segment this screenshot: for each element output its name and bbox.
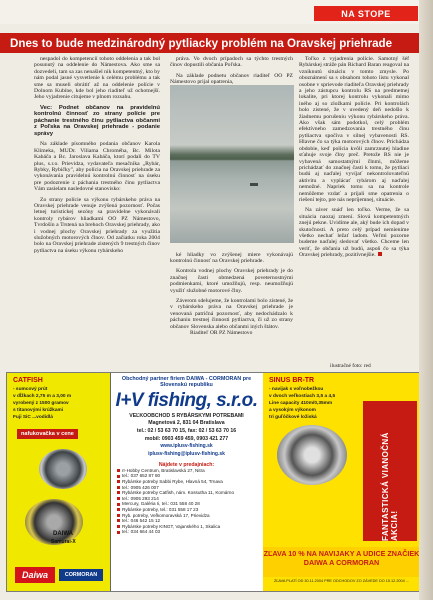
product-brand: DAIWA xyxy=(53,531,73,537)
phone-line: tel.: 02 / 53 63 70 15, fax: 02 / 53 63 70 16 xyxy=(136,428,237,435)
paragraph: nespadol do kompetencií tohoto oddelenia a tak bol posunutý na oddelenie do Námestova. Ako sme sa dozvedeli, tam sa zas nenašiel nik kompetentný, kto by nám podal jasné vysvetlenie k celému problému a tak sme sa museli obrátiť až na oddelenie polície v Dolnom Kubíne, kde bol jeho riaditeľ už ochotnejší. Jeho vyjadrenie citujeme v plnom rozsahu. xyxy=(34,56,160,101)
product-feature: vyrobený z 1500 gramov xyxy=(13,401,69,406)
store-type: VEĽKOOBCHOD S RYBÁRSKYMI POTREBAMI xyxy=(129,412,244,419)
daiwa-logo: Daiwa xyxy=(15,567,55,583)
dealer-row: tel.: 037 652 87 80 xyxy=(117,473,256,479)
article-headline: Dnes to bude medzinárodný pytliacky problém na Oravskej priehrade xyxy=(0,33,433,53)
product-name: SINUS BR-TR xyxy=(269,377,315,384)
photo-caption: ilustračné foto: red xyxy=(330,363,371,369)
catfish-product-panel xyxy=(7,373,111,591)
product-feature: Line capacity 410m/0,35mm xyxy=(269,401,333,406)
fine-print: ZĽAVA PLATÍ OD 30.11.2004 PRE ODCHODOV ZO ZÁVEDE DO 15.12.2004 ... xyxy=(274,579,409,583)
store-address: Magnetová 2, 831 04 Bratislava xyxy=(148,420,225,427)
dealer-row: Rybárske potreby KINGT, Vajanského 1, Skalica xyxy=(117,524,256,530)
product-model: Samurai-X xyxy=(51,539,76,545)
mobile-line: mobil: 0903 459 459, 0903 421 277 xyxy=(144,436,229,443)
article-end-mark xyxy=(378,252,382,256)
partner-line: Obchodný partner firiem DAIWA - CORMORAN pre Slovenskú republiku xyxy=(121,376,252,389)
price-badge: nafukovačka v cene xyxy=(17,429,78,439)
dealer-panel xyxy=(111,373,262,591)
paragraph: práva. Vo dvoch prípadoch sa týchto trestných činov dopustili občania Poľska. xyxy=(170,56,293,69)
paragraph: ké hliadky vo zvýšenej miere vykonávajú kontrolnú činnosť na Oravskej priehrade. xyxy=(170,251,293,265)
paragraph: Záverom sdelujeme, že kontrolami bolo zistené, že v rybárskeho práva na Oravskej priehrade je venovaná patričná pozornosť, aby nedochádzalo k páchaniu trestnej činnosti pytliactva, či už zo strany občanov Slovenska alebo občanmi iných štátov. xyxy=(170,298,293,330)
article-column-1 xyxy=(34,56,160,383)
dealer-row: Rybárske potreby, tel.: 031 558 17 23 xyxy=(117,507,256,513)
cormoran-logo: CORMORAN xyxy=(59,569,103,581)
police-letter-subject: Vec: Podnet občanov na pravidelnú kontrolnú činnosť zo strany polície pre páchanie trestného činu pytliactva občanmi z Poľska na Oravskej priehrade - podanie správy xyxy=(34,104,160,137)
product-feature: a vysokým výkonom xyxy=(269,408,316,413)
lake-photo xyxy=(170,85,294,243)
article-column-3 xyxy=(299,56,409,386)
paragraph xyxy=(299,207,409,258)
paragraph-text: Na záver snáď len toľko. Verme, že sa situácia naozaj zmení. Slová kompetentných znejú pekne. Uvidíme ale, aký bude ich dopad v skutočnosti. A preto celý prípad nemienime všetko nechať ležať ladom. Veľmi pozorne budeme naďalej sledovať všetko. Chceme len veriť, že občania už budú, aspoň čo sa týka Oravskej priehrady, pozitívnejšie. xyxy=(299,207,409,259)
dealer-row: tel.: 0905 293 214 xyxy=(117,496,256,502)
dealer-row: Rybárske potreby Catfish, nám. Kossutha 11, Komárno xyxy=(117,490,256,496)
page-fold xyxy=(419,0,433,600)
website: www.iplusv-fishing.sk xyxy=(160,443,213,450)
section-tag: NA STOPE xyxy=(314,6,418,21)
paragraph: Zo strany polície sa výkonu rybárskeho práva na Oravskej priehrade venuje zvýšená pozornosť. Počas letnej turistickej sezóny sa pravidelne vykonávali kontroly rybárov hliadkami OO PZ Námestovo, Tvrdošín a Trstená na brehoch Oravskej priehrady, ako i vodnej plochy Oravskej priehrady za využitia služobných motorových člnov. Od začiatku roka 2004 bolo na Oravskej priehrade zistených 9 trestných činov pytliactva na úseku výkonu rybárskeho xyxy=(34,196,160,254)
advertisement xyxy=(6,372,421,592)
product-feature: tri guľôčkové ložiská xyxy=(269,415,317,420)
product-feature: - navijak s voľnobežkou xyxy=(269,387,324,392)
dealer-row: tel.: 046 542 15 12 xyxy=(117,518,256,524)
product-feature: v dĺžkach 2,75 m a 3,00 m xyxy=(13,394,72,399)
boat xyxy=(250,183,258,186)
reel-image xyxy=(277,425,347,485)
product-feature: v dvoch veľkostiach 3,5 a 4,5 xyxy=(269,394,336,399)
product-name: CATFISH xyxy=(13,377,43,384)
christmas-banner: FANTASTICKÁ VIANOČNÁ AKCIA! xyxy=(363,401,417,541)
dealer-row: rr-Hobby Centrum, Bratislavská 27, Nitra xyxy=(117,468,256,474)
paragraph: Na základe podnetu občanov riaditeľ OO PZ Námestovo prijal opatrenia, xyxy=(170,72,293,86)
letter-signature: Riaditeľ OR PZ Námestovo xyxy=(190,330,253,336)
sinus-product-panel xyxy=(263,373,420,591)
dealer-row: Ryb. potreby, Veľkomoravská 17, Prievidza xyxy=(117,513,256,519)
dealer-row: tel.: 034 664 44 03 xyxy=(117,529,256,535)
paragraph: Kontrola vodnej plochy Oravskej priehrady je do značnej časti obmedzená poveternostnými podmienkami, ktoré umožňujú, resp. neumožňujú využiť služobné motorové člny. xyxy=(170,268,293,294)
reel-image xyxy=(39,449,87,489)
dealer-row: tel.: 0905 426 007 xyxy=(117,485,256,491)
dealer-list-title: Nájdete v predajniach: xyxy=(158,461,215,468)
discount-promo: ZĽAVA 10 % NA NAVIJAKY A UDICE ZNAČIEK DAIWA A CORMORAN xyxy=(263,547,420,577)
dealer-list xyxy=(117,462,256,535)
product-feature: - sumcový prút xyxy=(13,387,48,392)
paragraph: Toľko z vyjadrenia polície. Samotný šéf Rybárskej stráže pán Richard Baran reagoval na vzniknutú situáciu v tomto zmysle. Po oboznámení sa s obsahom tohoto listu vykonal osobne v sprievode riaditeľa Oravskej priehrady a jeho zástupcu kontrolu RS na predmetnej lokalite, pri ktorej kontrolu vykonali mimo iného aj so zložkami polície. Pri kontrolách bolo zistené, že v uvedený deň nedošlo k žiadnemu porušeniu výkonu rybárskeho práva. Ako však sám podotkol, celý problém efektívneho zamedzovania trestného činu pytliactva spočíva v silnej vybavenosti RS. Hlavne čo sa týka motorových člnov. Prichádza obdobie, keď polícia kvôli zamrznutej hladine sťahuje svoje člny preč. Pretože RS nie je vybavená samostatnými člnmi, môžeme prichádzať do značnej časti k tomu, že pytliaci budú aj naďalej vyvíjať nekontrolovateľnú aktivitu a vyplácať rybárom aj naďalej nemožné. Napriek tomu sa na kontrole nemôžeme vzdať a prijali sme opatrenia o riešení tejto, pre nás nepríjemnej, situácie. xyxy=(299,56,409,203)
dealer-row: Rybárske potreby Sabbi Rybe, Hlavná 54, Trnava xyxy=(117,479,256,485)
email: iplusv-fishing@iplusv-fishing.sk xyxy=(148,451,225,458)
product-feature: Fuji SiC ...vodidlá xyxy=(13,415,53,420)
company-brand: I+V fishing, s.r.o. xyxy=(115,389,258,411)
dealer-row: Mercury, Galéria Ii, tel.: 031 558 40 28 xyxy=(117,501,256,507)
paragraph: Na základe písomného podania občanov Karola Klimeka, MUDr. Viliama Chroméha, Bc. Milota Kabáča a Bc. Jaroslava Kabáča, ktorí podali do TV plus, s.r.o. Prievidza, vydavateľa mesačníka „Rybár, Rybky, Rybičky", aby polícia na Oravskej priehrade za vykonávania pravidelnú kontrolnú činnosť na úseku pre podozrenie z páchania trestného činu pytliactva Vám zasielam nasledovné stanovisko: xyxy=(34,141,160,193)
product-feature: s titanovými krúžkami xyxy=(13,408,64,413)
